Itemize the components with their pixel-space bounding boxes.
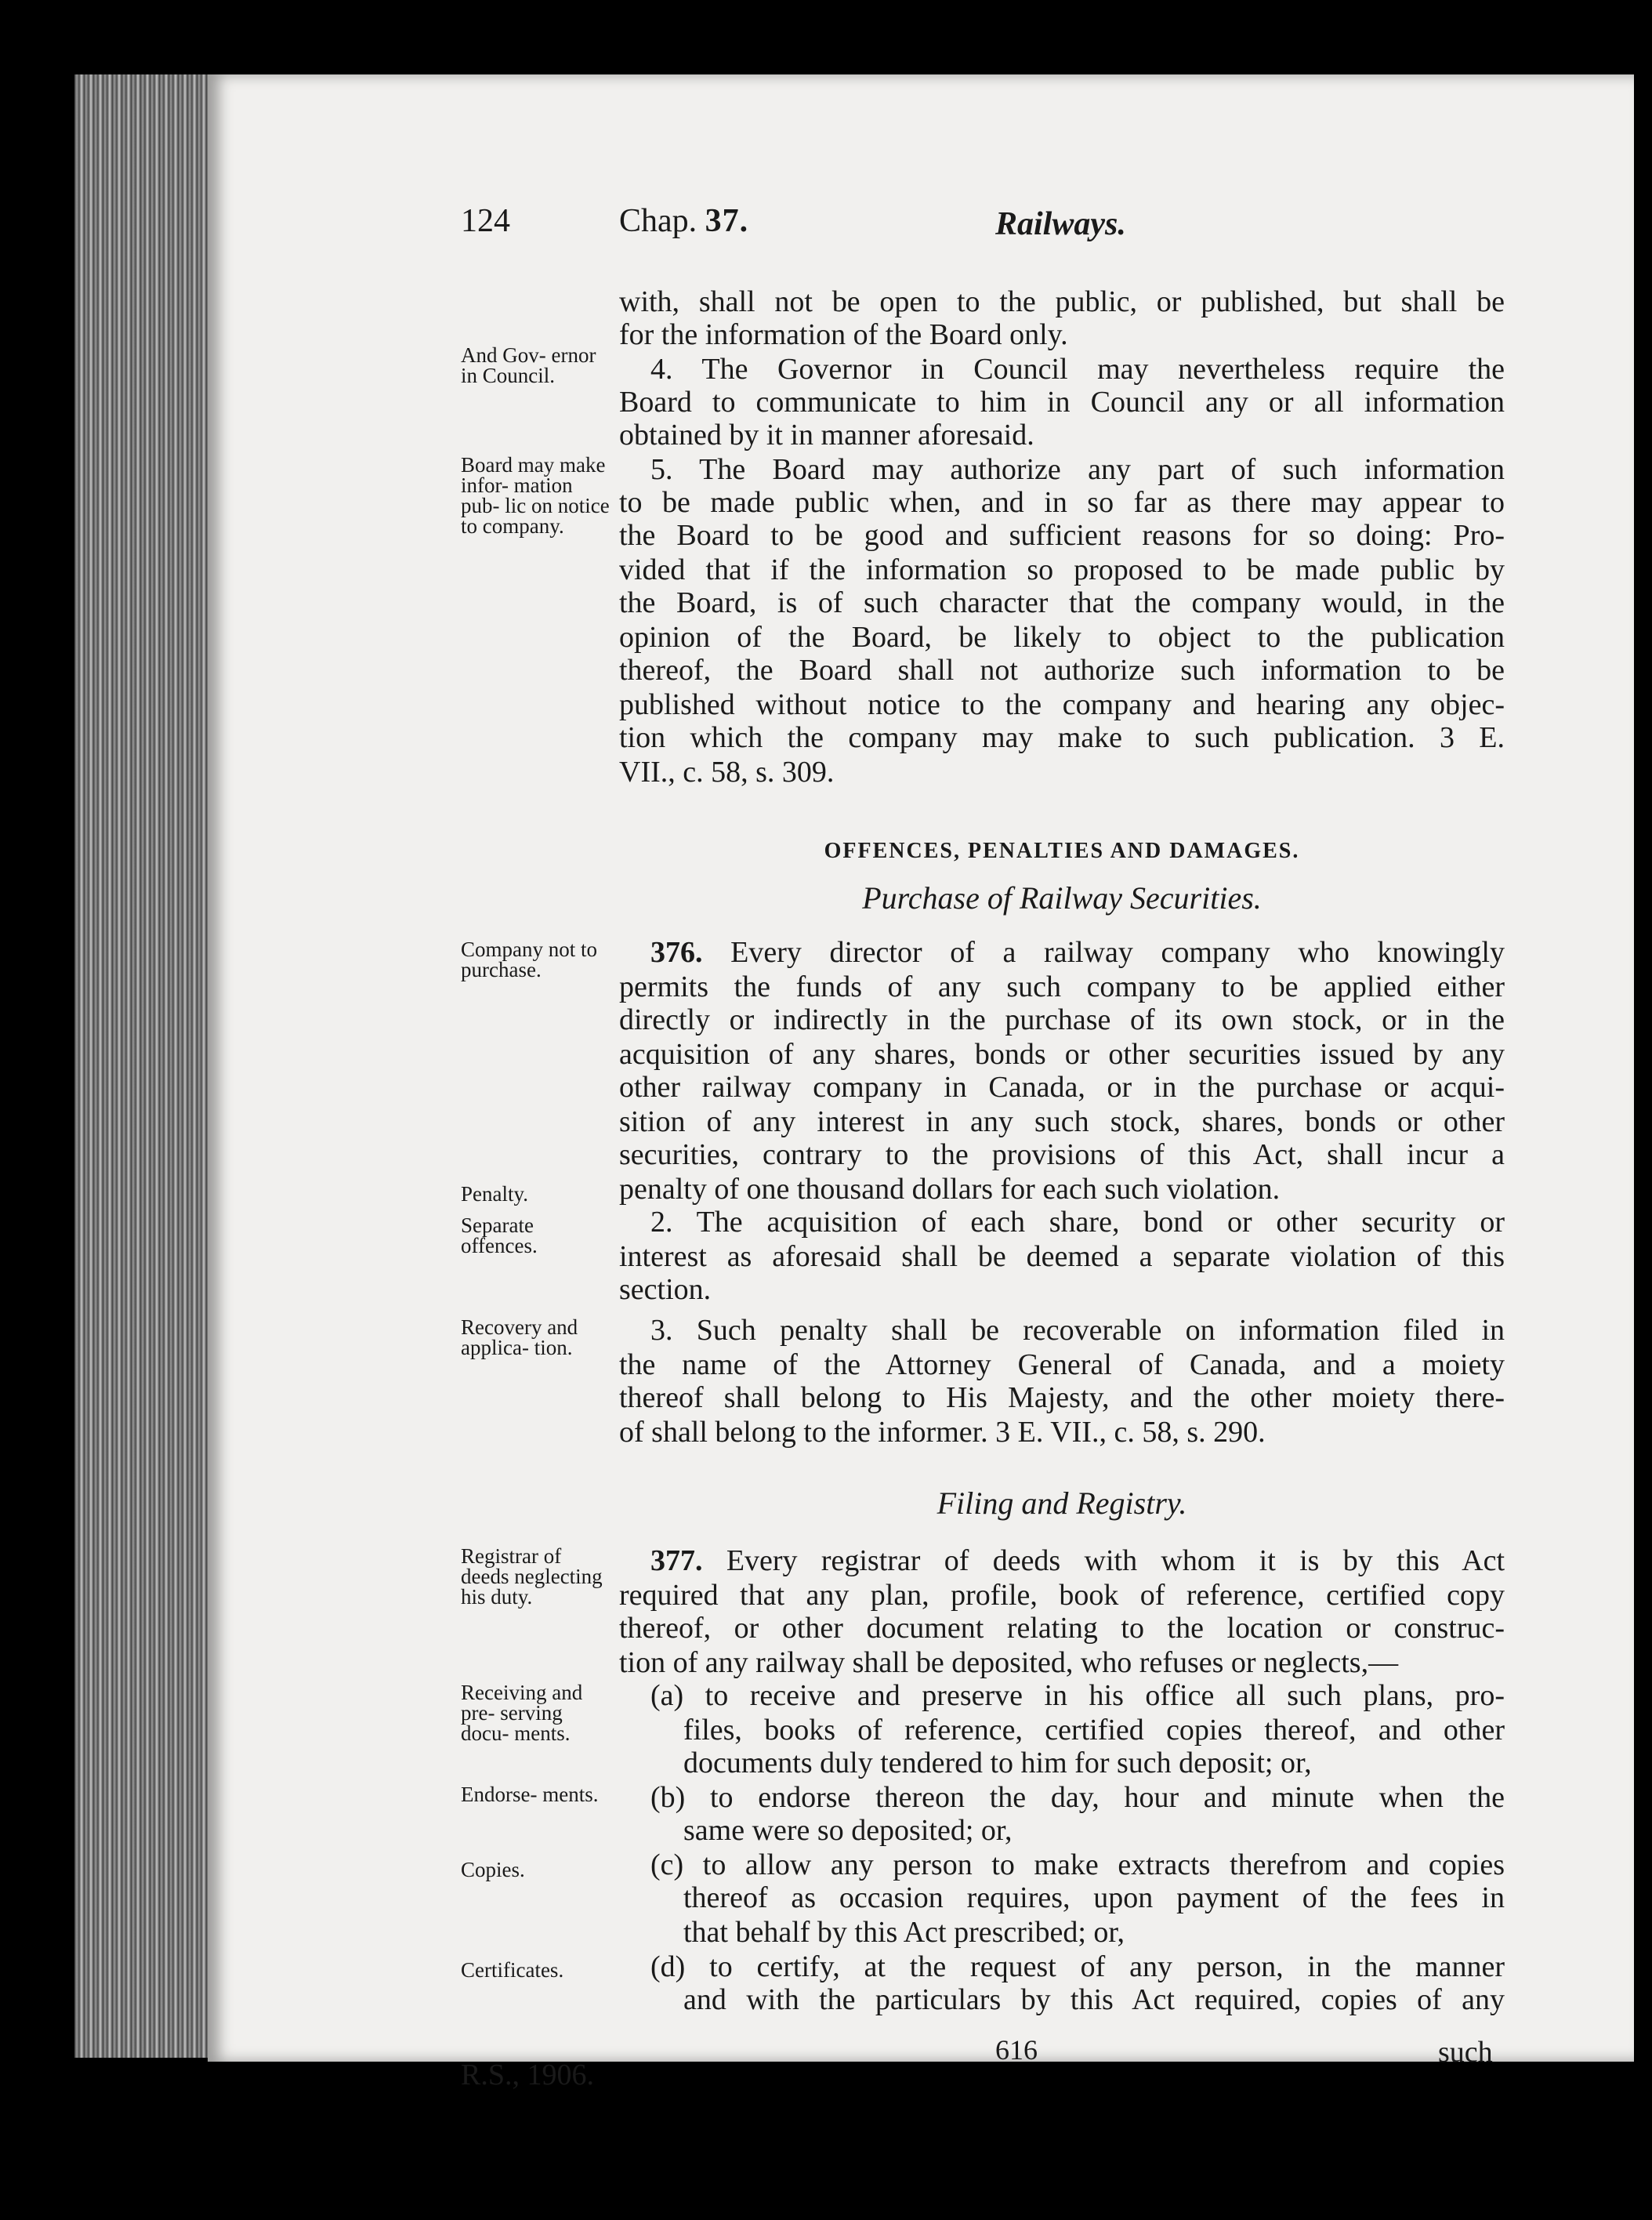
margin-note: Endorse- ments. xyxy=(461,1783,599,1806)
body-line: tion of any railway shall be deposited, who refuses or neglects,— xyxy=(619,1646,1399,1679)
body-line: tion which the company may make to such publication. 3 E. xyxy=(619,721,1505,754)
body-line: vided that if the information so proposed to be made public by xyxy=(619,553,1505,586)
section-number: 376. xyxy=(650,936,703,969)
body-line: obtained by it in manner aforesaid. xyxy=(619,419,1034,452)
body-line: Board to communicate to him in Council any or all information xyxy=(619,386,1505,419)
body-line: penalty of one thousand dollars for each such violation. xyxy=(619,1173,1281,1206)
body-text: Every registrar of deeds with whom it is by this Act xyxy=(726,1544,1505,1577)
running-title: Railways. xyxy=(995,206,1126,242)
body-line: 4. The Governor in Council may nevertheless require the xyxy=(650,353,1505,386)
body-line: the Board to be good and sufficient reasons for so doing: Pro- xyxy=(619,519,1505,552)
section-first-line xyxy=(650,936,1505,969)
margin-note: And Gov- ernor in Council. xyxy=(461,343,596,387)
body-line: required that any plan, profile, book of reference, certified copy xyxy=(619,1579,1505,1612)
body-line: the Board, is of such character that the company would, in the xyxy=(619,586,1505,619)
list-item-continuation: and with the particulars by this Act required, copies of any xyxy=(683,1983,1505,2016)
body-line: 3. Such penalty shall be recoverable on information filed in xyxy=(650,1314,1505,1347)
margin-note: Certificates. xyxy=(461,1958,564,1982)
margin-note: Penalty. xyxy=(461,1182,528,1206)
margin-note: Copies. xyxy=(461,1858,525,1881)
list-item: (b) to endorse thereon the day, hour and minute when the xyxy=(650,1781,1505,1814)
body-line: other railway company in Canada, or in the purchase or acqui- xyxy=(619,1071,1505,1104)
list-item-continuation: that behalf by this Act prescribed; or, xyxy=(683,1916,1125,1949)
body-line: acquisition of any shares, bonds or other securities issued by any xyxy=(619,1038,1505,1071)
body-line: sition of any interest in any such stock, shares, bonds or other xyxy=(619,1105,1505,1138)
body-line: 2. The acquisition of each share, bond or other security or xyxy=(650,1206,1505,1239)
margin-note: Receiving and pre- serving docu- ments. xyxy=(461,1681,583,1745)
margin-note: Company not to purchase. xyxy=(461,938,597,981)
section-number: 377. xyxy=(650,1544,703,1577)
body-line: with, shall not be open to the public, or published, but shall be xyxy=(619,285,1505,318)
chapter-number: 37. xyxy=(705,203,749,239)
body-line: published without notice to the company and hearing any objec- xyxy=(619,688,1505,721)
body-line: VII., c. 58, s. 309. xyxy=(619,756,835,789)
body-text: Every director of a railway company who knowingly xyxy=(730,936,1505,969)
section-first-line xyxy=(650,1544,1505,1577)
list-item-continuation: thereof as occasion requires, upon payment of the fees in xyxy=(683,1881,1505,1914)
body-line: for the information of the Board only. xyxy=(619,318,1068,351)
body-line: of shall belong to the informer. 3 E. VII., c. 58, s. 290. xyxy=(619,1416,1266,1449)
list-item: (d) to certify, at the request of any person, in the manner xyxy=(650,1950,1505,1983)
body-line: section. xyxy=(619,1273,712,1306)
list-item: (a) to receive and preserve in his office all such plans, pro- xyxy=(650,1679,1505,1712)
body-line: thereof shall belong to His Majesty, and the other moiety there- xyxy=(619,1381,1505,1414)
revision-note: R.S., 1906. xyxy=(461,2059,594,2091)
book-page-edges xyxy=(74,74,216,2058)
body-line: thereof, the Board shall not authorize such information to be xyxy=(619,654,1505,687)
body-line: the name of the Attorney General of Canada, and a moiety xyxy=(619,1348,1505,1381)
subheading: Filing and Registry. xyxy=(936,1485,1187,1521)
footer-page-number: 616 xyxy=(995,2034,1038,2066)
list-item-continuation: files, books of reference, certified copies thereof, and other xyxy=(683,1714,1505,1747)
body-line: opinion of the Board, be likely to object to the publication xyxy=(619,621,1505,654)
margin-note: Separate offences. xyxy=(461,1213,538,1257)
body-line: securities, contrary to the provisions of this Act, shall incur a xyxy=(619,1138,1505,1171)
list-item-continuation: documents duly tendered to him for such deposit; or, xyxy=(683,1747,1312,1779)
page-number: 124 xyxy=(461,203,510,239)
list-item: (c) to allow any person to make extracts therefrom and copies xyxy=(650,1848,1505,1881)
section-heading: OFFENCES, PENALTIES AND DAMAGES. xyxy=(824,839,1300,863)
body-line: directly or indirectly in the purchase of its own stock, or in the xyxy=(619,1003,1505,1036)
margin-note: Board may make infor- mation pub- lic on notice to company. xyxy=(461,453,610,538)
catchword: such xyxy=(1438,2036,1493,2069)
subheading: Purchase of Railway Securities. xyxy=(862,880,1262,916)
body-line: interest as aforesaid shall be deemed a separate violation of this xyxy=(619,1240,1505,1273)
chapter-label: Chap. xyxy=(619,203,697,239)
chapter-heading xyxy=(619,202,748,240)
body-line: permits the funds of any such company to be applied either xyxy=(619,970,1505,1003)
margin-note: Registrar of deeds neglecting his duty. xyxy=(461,1544,603,1609)
body-line: to be made public when, and in so far as there may appear to xyxy=(619,486,1505,519)
body-line: 5. The Board may authorize any part of such information xyxy=(650,453,1505,486)
margin-note: Recovery and applica- tion. xyxy=(461,1315,578,1359)
body-line: thereof, or other document relating to the location or construc- xyxy=(619,1612,1505,1645)
list-item-continuation: same were so deposited; or, xyxy=(683,1814,1013,1847)
